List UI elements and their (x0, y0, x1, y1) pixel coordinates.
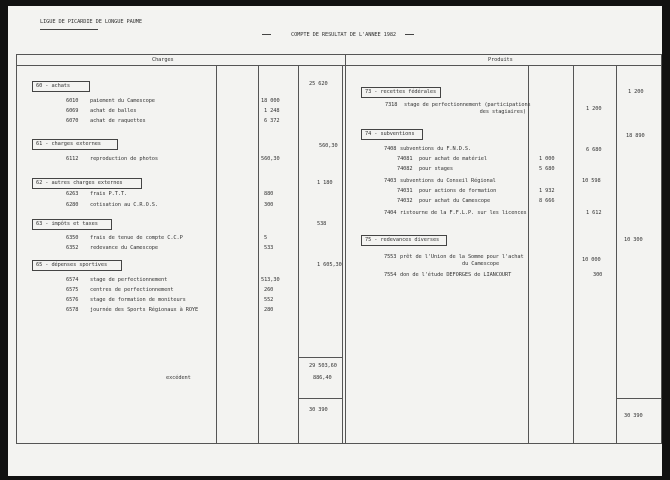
row-label: redevance du Camescope (90, 245, 158, 251)
excedent-label: excédent (166, 375, 191, 381)
row-amount: 6 680 (586, 147, 602, 153)
group-label: 73 - recettes fédérales (365, 89, 437, 95)
group-label: 75 - redevances diverses (365, 237, 440, 243)
row-code: 6578 (66, 307, 79, 313)
org-name: LIGUE DE PICARDIE DE LONGUE PAUME (40, 19, 142, 25)
group-label: 65 - dépenses sportives (36, 262, 108, 268)
row-label-continued: des stagiaires) (479, 109, 526, 115)
group-total: 10 300 (624, 237, 643, 243)
row-label: frais P.T.T. (90, 191, 128, 197)
charges-total-rule (298, 65, 299, 444)
row-amount: 1 612 (586, 210, 602, 216)
row-label-continued: du Camescope (462, 261, 500, 267)
row-amount: 552 (264, 297, 274, 303)
row-amount: 300 (264, 202, 274, 208)
title-dash-left (262, 34, 271, 35)
row-code: 6112 (66, 156, 79, 162)
row-label: stage de formation de moniteurs (90, 297, 186, 303)
row-code: 6280 (66, 202, 79, 208)
row-amount: 10 598 (582, 178, 601, 184)
subtotal-rule (298, 357, 342, 358)
group-label: 74 - subventions (365, 131, 415, 137)
row-code: 74031 (397, 188, 413, 194)
row-label: paiement du Camescope (90, 98, 155, 104)
produits-amount-rule (573, 65, 574, 444)
row-label: journée des Sports Régionaux à ROYE (90, 307, 199, 313)
row-code: 6574 (66, 277, 79, 283)
bottom-rule (16, 443, 662, 444)
row-amount: 6 372 (264, 118, 280, 124)
row-label: frais de tenue de compte C.C.P (90, 235, 183, 241)
group-label: 60 - achats (36, 83, 70, 89)
row-label: don de l'étude DEFORGES de LIANCOURT (400, 272, 512, 278)
produits-total: 30 390 (624, 413, 643, 419)
row-label: ristourne de la F.F.L.P. sur les licences (400, 210, 527, 216)
row-amount: 260 (264, 287, 274, 293)
charges-total: 30 390 (309, 407, 328, 413)
group-label: 63 - impôts et taxes (36, 221, 98, 227)
produits-label-rule (528, 65, 529, 444)
produits-total-rule (616, 65, 617, 444)
row-code: 6070 (66, 118, 79, 124)
charges-total-right-rule (342, 65, 343, 444)
row-amount: 1 248 (264, 108, 280, 114)
row-label: subventions du Conseil Régional (400, 178, 496, 184)
row-code: 74081 (397, 156, 413, 162)
right-edge (661, 54, 662, 444)
group-label: 62 - autres charges externes (36, 180, 123, 186)
left-edge (16, 54, 17, 444)
row-amount: 513,30 (261, 277, 280, 283)
group-total: 25 620 (309, 81, 328, 87)
row-amount: 300 (593, 272, 603, 278)
document-sheet (8, 6, 662, 476)
heading-rule (16, 65, 662, 66)
row-amount: 10 000 (582, 257, 601, 263)
row-label: subventions du F.N.D.S. (400, 146, 472, 152)
row-amount: 280 (264, 307, 274, 313)
row-subamount: 1 932 (539, 188, 555, 194)
top-rule (16, 54, 662, 55)
row-code: 6263 (66, 191, 79, 197)
middle-rule (345, 54, 346, 444)
document-title: COMPTE DE RESULTAT DE L'ANNEE 1982 (291, 32, 397, 38)
row-code: 7404 (384, 210, 397, 216)
produits-heading: Produits (488, 57, 513, 63)
total-rule-produits (616, 398, 661, 399)
row-code: 6575 (66, 287, 79, 293)
row-amount: 1 200 (586, 106, 602, 112)
row-label: reproduction de photos (90, 156, 158, 162)
row-subamount: 5 680 (539, 166, 555, 172)
total-rule-charges (298, 398, 342, 399)
row-label: pour achat du Camescope (419, 198, 491, 204)
row-label: cotisation au C.R.O.S. (90, 202, 158, 208)
row-label: achat de balles (90, 108, 137, 114)
row-code: 7318 (385, 102, 398, 108)
row-code: 6069 (66, 108, 79, 114)
row-label: stage de perfectionnement (participations (404, 102, 531, 108)
title-dash-right (405, 34, 414, 35)
row-label: centres de perfectionnement (90, 287, 174, 293)
charges-subtotal: 29 503,60 (309, 363, 337, 369)
group-total: 1 605,30 (317, 262, 342, 268)
org-underline (40, 29, 98, 30)
row-code: 74082 (397, 166, 413, 172)
row-code: 6010 (66, 98, 79, 104)
charges-label-rule (216, 65, 217, 444)
row-amount: 533 (264, 245, 274, 251)
row-code: 7403 (384, 178, 397, 184)
row-code: 6576 (66, 297, 79, 303)
row-code: 7553 (384, 254, 397, 260)
charges-amount-rule (258, 65, 259, 444)
row-amount: 5 (264, 235, 268, 241)
row-code: 7554 (384, 272, 397, 278)
group-total: 560,30 (319, 143, 338, 149)
row-label: pour actions de formation (419, 188, 497, 194)
row-amount: 560,30 (261, 156, 280, 162)
group-label: 61 - charges externes (36, 141, 101, 147)
group-total: 18 890 (626, 133, 645, 139)
row-label: pour achat de matériel (419, 156, 487, 162)
excedent-amount: 886,40 (313, 375, 332, 381)
group-total: 538 (317, 221, 327, 227)
row-subamount: 8 666 (539, 198, 555, 204)
row-label: stage de perfectionnement (90, 277, 168, 283)
row-label: pour stages (419, 166, 453, 172)
row-code: 7408 (384, 146, 397, 152)
row-code: 6352 (66, 245, 79, 251)
row-subamount: 1 000 (539, 156, 555, 162)
row-label: prêt de l'Union de la Somme pour l'achat (400, 254, 524, 260)
charges-heading: Charges (152, 57, 174, 63)
group-total: 1 180 (317, 180, 333, 186)
group-total: 1 200 (628, 89, 644, 95)
row-code: 74032 (397, 198, 413, 204)
row-code: 6350 (66, 235, 79, 241)
row-amount: 18 000 (261, 98, 280, 104)
row-label: achat de raquettes (90, 118, 146, 124)
row-amount: 880 (264, 191, 274, 197)
